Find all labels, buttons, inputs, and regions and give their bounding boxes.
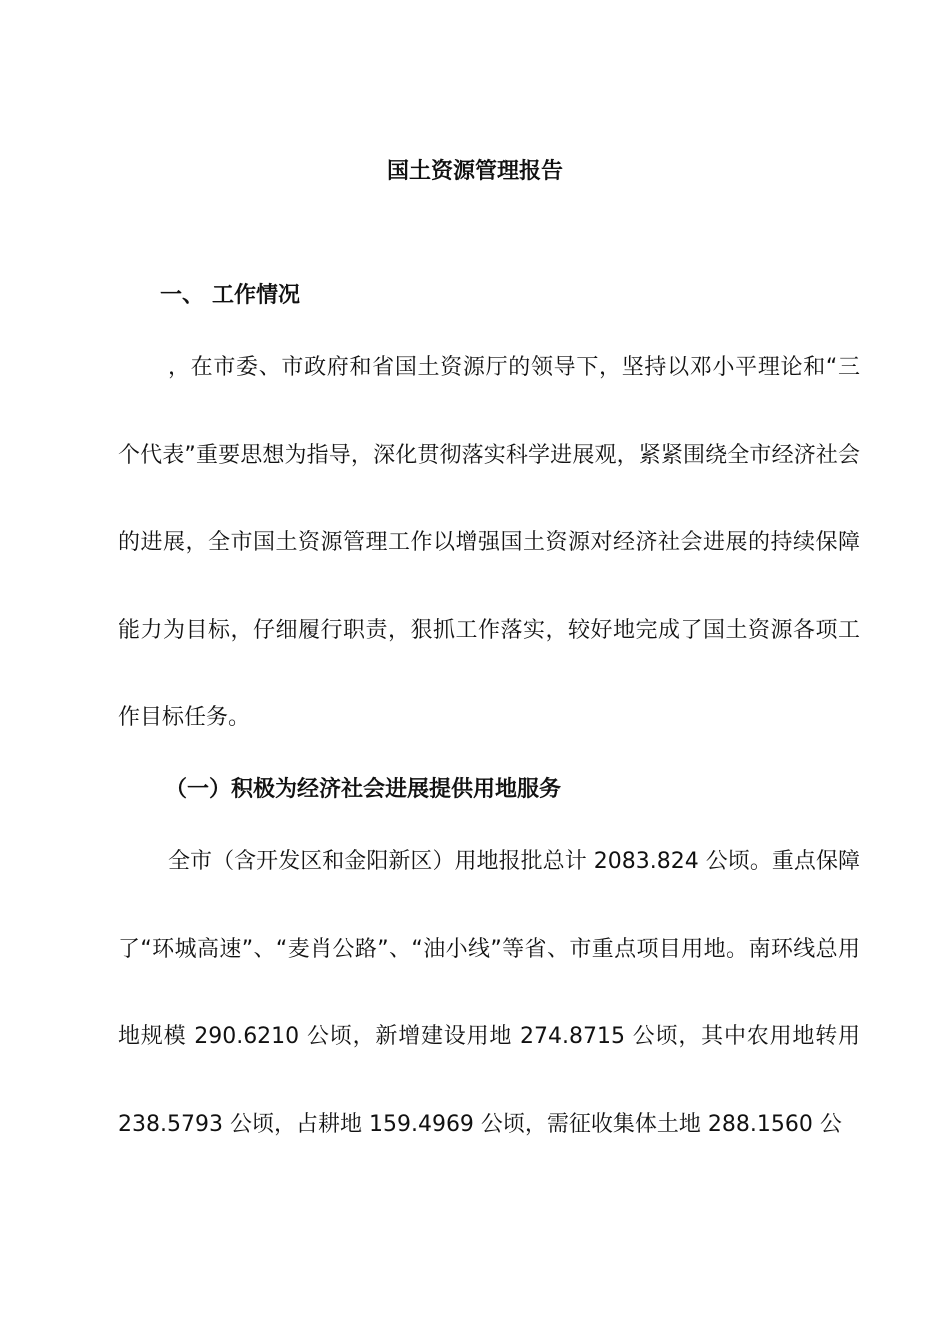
section-heading: [160, 279, 300, 313]
subsection-heading: （一）积极为经济社会进展提供用地服务: [165, 777, 562, 802]
document-title: 国土资源管理报告: [386, 159, 563, 184]
section-number: 一、: [160, 283, 205, 308]
section-heading-text: 工作情况: [212, 283, 301, 308]
section-paragraph: ，在市委、市政府和省国土资源厅的领导下，坚持以邓小平理论和“三个代表”重要思想为指导，深化贯彻落实科学进展观，紧紧围绕全市经济社会的进展，全市国土资源管理工作以增强国土资源对经济社会进展的持续保障能力为目标，仔细履行职责，狠抓工作落实，较好地完成了国土资源各项工作目标任务。: [118, 355, 860, 730]
subsection-paragraph: 全市（含开发区和金阳新区）用地报批总计 2083.824 公顷。重点保障了“环城高速”、“麦肖公路”、“油小线”等省、市重点项目用地。南环线总用地规模 290.6210 公顷，新增建设用地 274.8715 公顷，其中农用地转用 238.5793 公顷，占耕地 159.4969 公顷，需征收集体土地 288.1560 公: [118, 849, 860, 1137]
